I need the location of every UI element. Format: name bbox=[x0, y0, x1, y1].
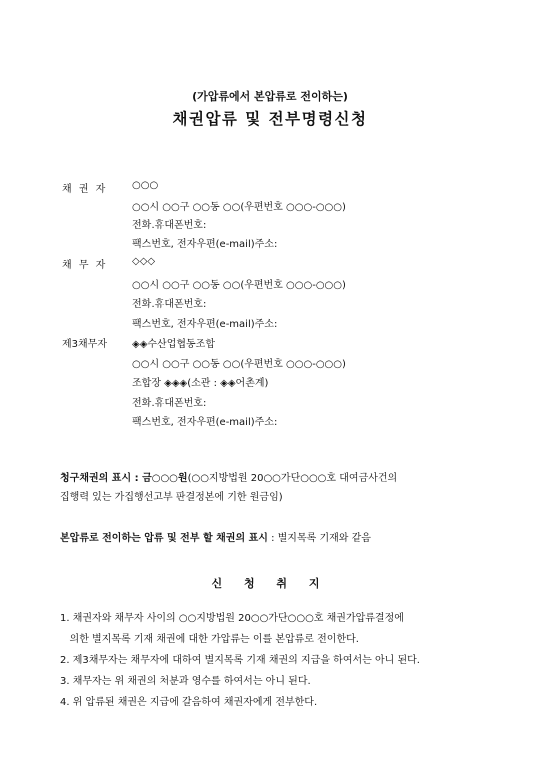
third-debtor-name: ◈◈수산업협동조합 bbox=[132, 339, 216, 350]
seizure-display bbox=[60, 529, 490, 548]
document-subtitle: (가압류에서 본압류로 전이하는) bbox=[192, 90, 348, 103]
document-title: 채권압류 및 전부명령신청 bbox=[172, 110, 368, 128]
seizure-display-label: 본압류로 전이하는 압류 및 전부 할 채권의 표시 bbox=[60, 533, 268, 544]
purpose-title: 신 청 취 지 bbox=[211, 577, 329, 590]
creditor-phone: 전화․휴대폰번호: bbox=[132, 220, 207, 231]
third-debtor-fax-email: 팩스번호, 전자우편(e-mail)주소: bbox=[132, 417, 278, 428]
creditor-fax-email: 팩스번호, 전자우편(e-mail)주소: bbox=[132, 239, 278, 250]
claim-display-label: 청구채권의 표시 : 금○○○원 bbox=[60, 473, 188, 484]
claim-display-text-1: (○○지방법원 20○○가단○○○호 대여금사건의 bbox=[187, 473, 398, 484]
debtor-fax-email: 팩스번호, 전자우편(e-mail)주소: bbox=[132, 319, 278, 330]
third-debtor-address: ○○시 ○○구 ○○동 ○○(우편번호 ○○○-○○○) bbox=[132, 359, 346, 370]
seizure-display-text: : 별지목록 기재와 같음 bbox=[267, 533, 371, 544]
third-debtor-label: 제3채무자 bbox=[62, 339, 108, 350]
purpose-item-4: 4. 위 압류된 채권은 지급에 갈음하여 채권자에게 전부한다. bbox=[60, 697, 318, 708]
purpose-item-1-continued: 의한 별지목록 기재 채권에 대한 가압류는 이를 본압류로 전이한다. bbox=[60, 634, 359, 645]
third-debtor-representative: 조합장 ◈◈◈(소관 : ◈◈어촌계) bbox=[132, 378, 269, 389]
debtor-address: ○○시 ○○구 ○○동 ○○(우편번호 ○○○-○○○) bbox=[132, 280, 346, 291]
creditor-label: 채 권 자 bbox=[62, 184, 108, 195]
debtor-label: 채 무 자 bbox=[62, 260, 108, 271]
creditor-name: ○○○ bbox=[132, 180, 159, 191]
claim-display-text-2: 집행력 있는 가집행선고부 판결정본에 기한 원금임) bbox=[60, 492, 283, 503]
purpose-item-1: 1. 채권자와 채무자 사이의 ○○지방법원 20○○가단○○○호 채권가압류결정에 bbox=[60, 613, 404, 624]
debtor-name: ◇◇◇ bbox=[132, 256, 156, 267]
third-debtor-phone: 전화․휴대폰번호: bbox=[132, 398, 207, 409]
claim-display bbox=[60, 469, 490, 507]
creditor-address: ○○시 ○○구 ○○동 ○○(우편번호 ○○○-○○○) bbox=[132, 202, 346, 213]
purpose-item-3: 3. 채무자는 위 채권의 처분과 영수를 하여서는 아니 된다. bbox=[60, 676, 311, 687]
debtor-phone: 전화․휴대폰번호: bbox=[132, 299, 207, 310]
purpose-item-2: 2. 제3채무자는 채무자에 대하여 별지목록 기재 채권의 지급을 하여서는 아니 된다. bbox=[60, 655, 420, 666]
